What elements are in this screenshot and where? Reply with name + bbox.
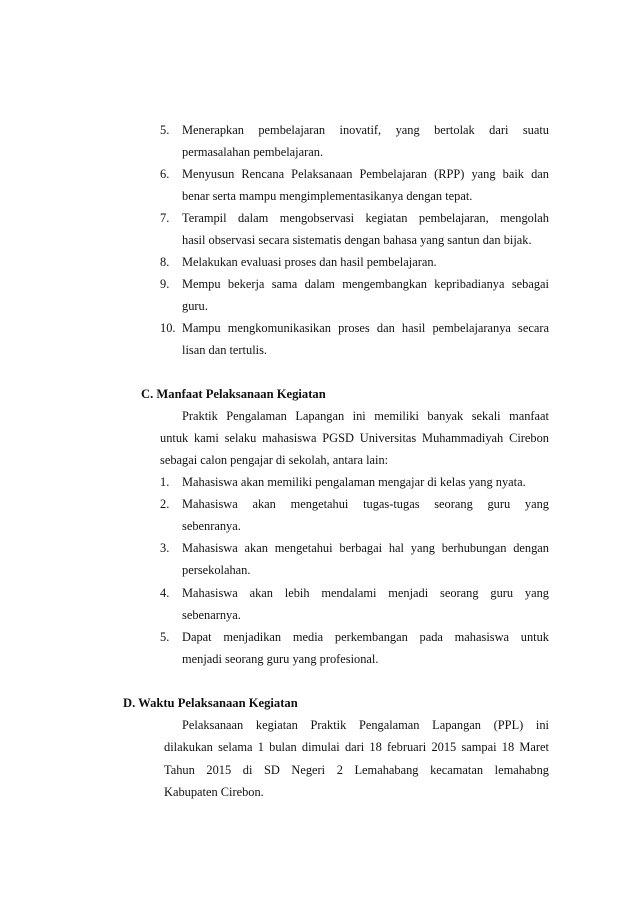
list-number: 5.	[160, 630, 170, 644]
list-text: menjadi seorang guru yang profesional.	[182, 652, 379, 666]
paragraph-line: Tahun 2015 di SD Negeri 2 Lemahabang kecamatan lemahabng	[164, 763, 549, 777]
list-text: persekolahan.	[182, 563, 251, 577]
paragraph-line: untuk kami selaku mahasiswa PGSD Universitas Muhammadiyah Cirebon	[160, 431, 549, 445]
list-number: 2.	[160, 497, 170, 511]
list-text: Melakukan evaluasi proses dan hasil pembelajaran.	[182, 255, 437, 269]
paragraph-line: Praktik Pengalaman Lapangan ini memiliki banyak sekali manfaat	[182, 409, 549, 423]
list-text: Mahasiswa akan lebih mendalami menjadi seorang guru yang	[182, 586, 549, 600]
list-text: Mahasiswa akan mengetahui berbagai hal yang berhubungan dengan	[182, 541, 549, 555]
list-text: Terampil dalam mengobservasi kegiatan pembelajaran, mengolah	[182, 211, 549, 225]
list-text: guru.	[182, 299, 208, 313]
list-text: Dapat menjadikan media perkembangan pada mahasiswa untuk	[182, 630, 549, 644]
list-text: Mahasiswa akan mengetahui tugas-tugas seorang guru yang	[182, 497, 549, 511]
section-heading: C. Manfaat Pelaksanaan Kegiatan	[141, 387, 326, 401]
list-number: 9.	[160, 277, 170, 291]
list-text: Menyusun Rencana Pelaksanaan Pembelajaran (RPP) yang baik dan	[182, 167, 549, 181]
list-text: Mempu bekerja sama dalam mengembangkan kepribadianya sebagai	[182, 277, 549, 291]
section-heading: D. Waktu Pelaksanaan Kegiatan	[123, 696, 298, 710]
list-text: sebenarnya.	[182, 608, 241, 622]
list-number: 10.	[160, 321, 176, 335]
list-text: sebenranya.	[182, 519, 241, 533]
list-number: 1.	[160, 475, 170, 489]
paragraph-line: dilakukan selama 1 bulan dimulai dari 18 februari 2015 sampai 18 Maret	[164, 740, 549, 754]
list-number: 7.	[160, 211, 170, 225]
list-number: 3.	[160, 541, 170, 555]
paragraph-line: sebagai calon pengajar di sekolah, antara lain:	[160, 453, 389, 467]
list-text: lisan dan tertulis.	[182, 343, 267, 357]
list-number: 6.	[160, 167, 170, 181]
list-text: benar serta mampu mengimplementasikanya dengan tepat.	[182, 189, 473, 203]
list-text: Menerapkan pembelajaran inovatif, yang bertolak dari suatu	[182, 123, 549, 137]
list-number: 4.	[160, 586, 170, 600]
list-text: permasalahan pembelajaran.	[182, 145, 324, 159]
list-text: Mampu mengkomunikasikan proses dan hasil pembelajaranya secara	[182, 321, 549, 335]
list-text: Mahasiswa akan memiliki pengalaman mengajar di kelas yang nyata.	[182, 475, 526, 489]
list-number: 8.	[160, 255, 170, 269]
list-number: 5.	[160, 123, 170, 137]
paragraph-line: Pelaksanaan kegiatan Praktik Pengalaman Lapangan (PPL) ini	[182, 718, 549, 732]
list-text: hasil observasi secara sistematis dengan bahasa yang santun dan bijak.	[182, 233, 532, 247]
paragraph-line: Kabupaten Cirebon.	[164, 785, 264, 799]
